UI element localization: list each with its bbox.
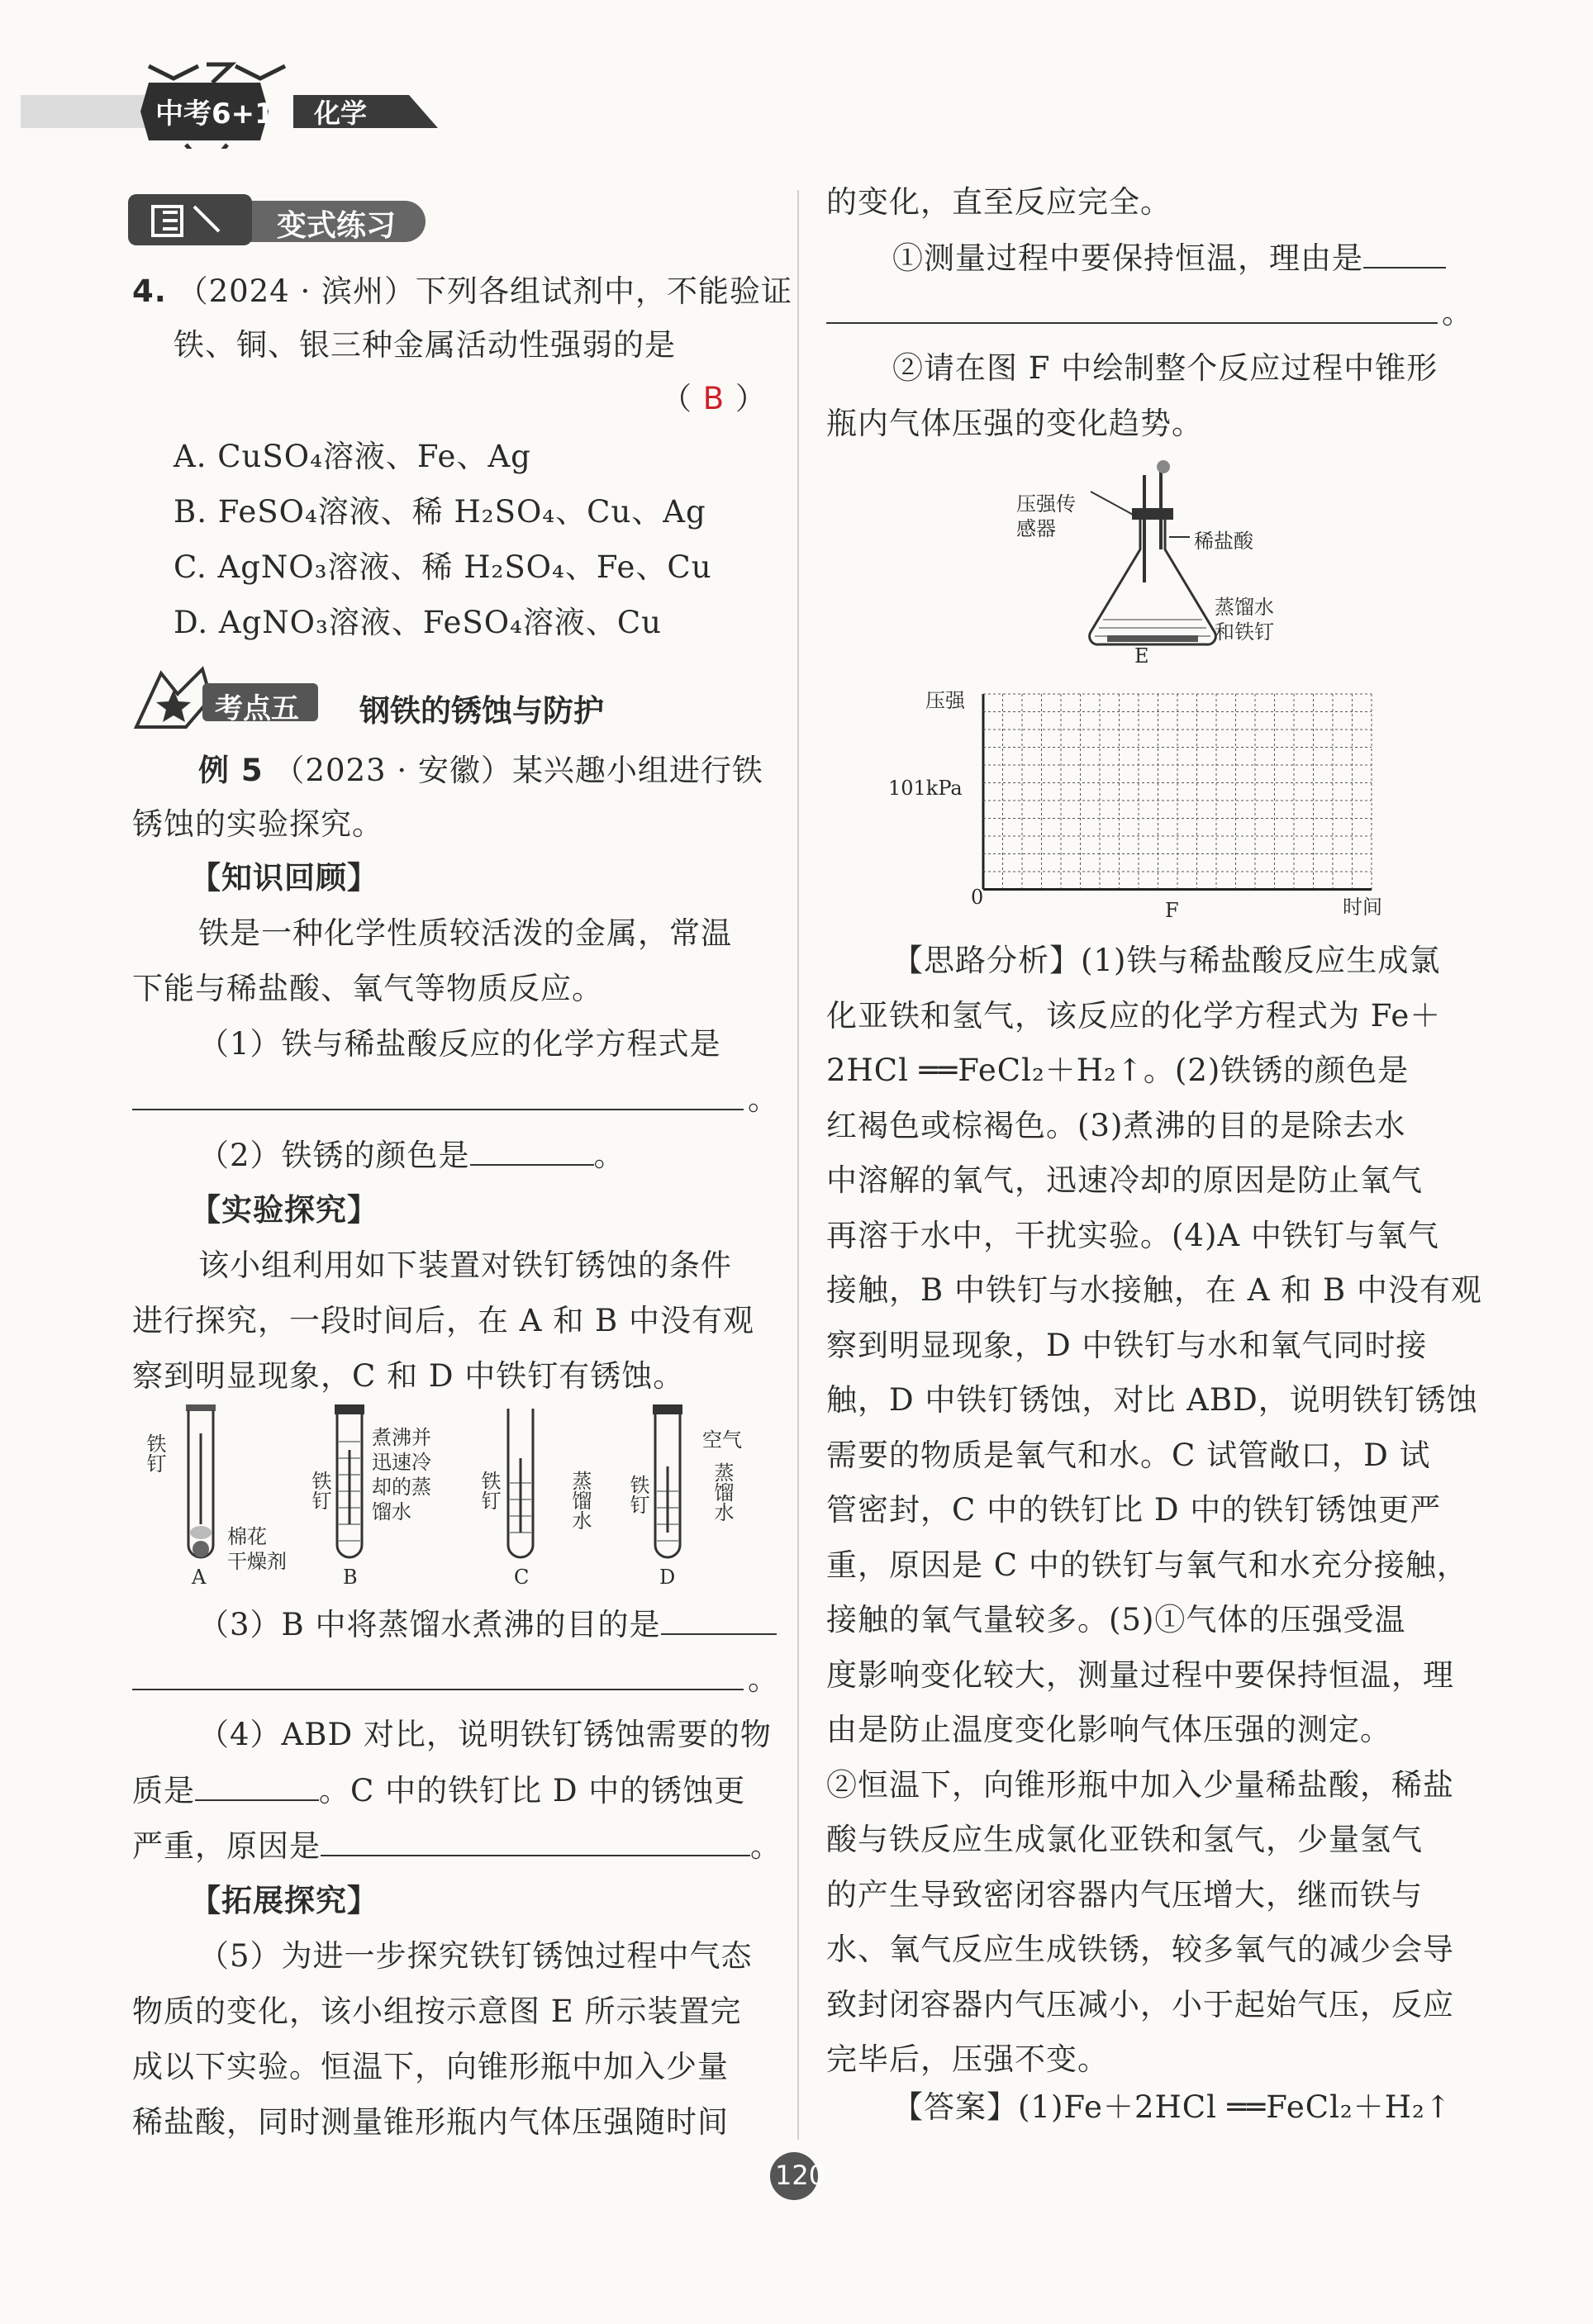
ex5-q2: （2）铁锈的颜色是 xyxy=(198,1138,470,1173)
tube-a xyxy=(186,1404,216,1557)
tube-a-label: A xyxy=(192,1566,207,1589)
flask-acid-label: 稀盐酸 xyxy=(1194,530,1253,553)
ex5-q3-blank2[interactable] xyxy=(132,1661,744,1690)
analysis-line: 化亚铁和氢气，该反应的化学方程式为 Fe＋ xyxy=(826,997,1442,1034)
right-r2-blank[interactable] xyxy=(1363,239,1446,269)
ex5-q2-line: （2）铁锈的颜色是 。 xyxy=(198,1138,625,1173)
graph-f xyxy=(876,677,1405,925)
tube-d-label: D xyxy=(659,1566,676,1589)
ex5-q1: （1）铁与稀盐酸反应的化学方程式是 xyxy=(198,1026,721,1062)
flask-figure xyxy=(1000,459,1347,669)
analysis-line: 察到明显现象，D 中铁钉与水和氧气同时接 xyxy=(826,1327,1428,1363)
tube-b-nail-label: 铁钉 xyxy=(308,1471,331,1510)
ex5-q4c: 。C 中的铁钉比 D 中的锈蚀更 xyxy=(319,1773,746,1808)
graph-grid[interactable] xyxy=(876,677,1405,925)
analysis-line: 接触，B 中铁钉与水接触，在 A 和 B 中没有观 xyxy=(826,1272,1482,1308)
analysis-line: 接触的氧气量较多。(5)①气体的压强受温 xyxy=(826,1602,1406,1637)
ex5-q5d: 稀盐酸，同时测量锥形瓶内气体压强随时间 xyxy=(132,2104,729,2140)
ex5-q1-blank[interactable] xyxy=(132,1081,744,1110)
right-r4: ②请在图 F 中绘制整个反应过程中锥形 xyxy=(892,350,1438,386)
kaodian-title: 钢铁的锈蚀与防护 xyxy=(359,693,604,729)
header-brand: 中考6+1 xyxy=(155,97,274,131)
section-title-banner xyxy=(128,194,434,245)
header xyxy=(21,50,450,149)
analysis-line: 再溶于水中，干扰实验。(4)A 中铁钉与氧气 xyxy=(826,1217,1439,1253)
ex5-q4a: （4）ABD 对比，说明铁钉锈蚀需要的物 xyxy=(198,1717,772,1752)
header-subject: 化学 xyxy=(314,97,368,129)
right-r2-line xyxy=(892,239,1446,278)
column-divider xyxy=(797,190,799,2140)
tube-d xyxy=(653,1404,682,1557)
kaodian-tag: 考点五 xyxy=(215,692,299,725)
tube-c-nail-label: 铁钉 xyxy=(478,1471,501,1510)
tube-b-label: B xyxy=(343,1566,358,1589)
analysis-line: 的产生导致密闭容器内气压增大，继而铁与 xyxy=(826,1876,1423,1913)
graph-origin: 0 xyxy=(971,886,984,909)
right-r1: 的变化，直至反应完全。 xyxy=(826,184,1172,220)
ex5-q4d: 严重，原因是 xyxy=(132,1828,321,1864)
ex5-label: 例 5 xyxy=(198,753,264,788)
ex5-line1 xyxy=(198,752,763,790)
ex5-q5b: 物质的变化，该小组按示意图 E 所示装置完 xyxy=(132,1994,742,2029)
analysis-line: 重，原因是 C 中的铁钉与氧气和水充分接触， xyxy=(826,1547,1468,1583)
tube-c xyxy=(508,1409,533,1557)
flask-sensor-label: 压强传感器 xyxy=(1016,492,1076,540)
q4-stem2: 铁、铜、银三种金属活动性强弱的是 xyxy=(174,327,676,363)
ex5-p1a: 铁是一种化学性质较活泼的金属，常温 xyxy=(198,915,732,951)
right-r5: 瓶内气体压强的变化趋势。 xyxy=(826,406,1203,441)
analysis-line: 【思路分析】(1)铁与稀盐酸反应生成氯 xyxy=(892,943,1441,978)
analysis-line: 触，D 中铁钉锈蚀，对比 ABD，说明铁钉锈蚀 xyxy=(826,1382,1478,1418)
tube-d-air-label: 空气 xyxy=(702,1428,742,1452)
right-r3-blank[interactable] xyxy=(826,294,1438,324)
analysis-line: 由是防止温度变化影响气体压强的测定。 xyxy=(826,1712,1391,1747)
ex5-q4b: 质是 xyxy=(132,1773,195,1808)
ex5-q5a: （5）为进一步探究铁钉锈蚀过程中气态 xyxy=(198,1938,753,1974)
tube-a-dry-label: 干燥剂 xyxy=(227,1550,287,1573)
tube-a-cotton-label: 棉花 xyxy=(227,1525,267,1548)
q4-answer-box: （ B ） xyxy=(661,381,767,416)
ex5-q3-blank[interactable] xyxy=(661,1605,777,1635)
analysis-line: 水、氧气反应生成铁锈，较多氧气的减少会导 xyxy=(826,1932,1454,1967)
q4-option-d: D. AgNO₃溶液、FeSO₄溶液、Cu xyxy=(174,605,663,640)
q4-number: 4. xyxy=(132,273,167,309)
test-tubes-figure xyxy=(132,1400,768,1590)
analysis-line: 致封闭容器内气压减小，小于起始气压，反应 xyxy=(826,1986,1454,2022)
right-r2: ①测量过程中要保持恒温，理由是 xyxy=(892,240,1363,276)
q4-option-b: B. FeSO₄溶液、稀 H₂SO₄、Cu、Ag xyxy=(174,494,706,530)
ex5-q1-period: 。 xyxy=(748,1081,779,1117)
ex5-q5c: 成以下实验。恒温下，向锥形瓶中加入少量 xyxy=(132,2049,729,2084)
analysis-line: 完毕后，压强不变。 xyxy=(826,2041,1109,2077)
ex5-p2b: 进行探究，一段时间后，在 A 和 B 中没有观 xyxy=(132,1303,754,1338)
ex5-h1: 【知识回顾】 xyxy=(190,860,378,896)
ex5-p1b: 下能与稀盐酸、氧气等物质反应。 xyxy=(132,971,603,1006)
graph-y-label: 压强 xyxy=(925,689,965,712)
page-number: 120 xyxy=(775,2160,826,2191)
analysis-line: 红褐色或棕褐色。(3)煮沸的目的是除去水 xyxy=(826,1107,1406,1143)
analysis-line: 管密封，C 中的铁钉比 D 中的铁钉锈蚀更严 xyxy=(826,1492,1442,1528)
q4-option-a: A. CuSO₄溶液、Fe、Ag xyxy=(174,439,531,474)
answer-line: 【答案】(1)Fe＋2HCl ══FeCl₂＋H₂↑ xyxy=(892,2089,1452,2125)
tube-b xyxy=(335,1404,364,1557)
tube-c-label: C xyxy=(514,1566,530,1589)
ex5-q3-period: 。 xyxy=(748,1661,779,1697)
section-title: 变式练习 xyxy=(277,209,397,243)
ex5-q4-line2 xyxy=(132,1771,745,1810)
q4-stem1: （2024 · 滨州）下列各组试剂中，不能验证 xyxy=(177,273,793,309)
q4-answer: B xyxy=(702,381,725,416)
tube-b-water-label: 煮沸并迅速冷却的蒸馏水 xyxy=(372,1426,431,1523)
ex5-h2: 【实验探究】 xyxy=(190,1192,378,1228)
tube-a-nail-label: 铁钉 xyxy=(143,1433,166,1473)
flask-drawing xyxy=(1000,459,1347,669)
q4-stem-line1 xyxy=(132,273,792,311)
ex5-p2c: 察到明显现象，C 和 D 中铁钉有锈蚀。 xyxy=(132,1358,685,1394)
flask-e-label: E xyxy=(1134,644,1149,668)
analysis-line: 2HCl ══FeCl₂＋H₂↑。(2)铁锈的颜色是 xyxy=(826,1053,1410,1088)
analysis-line: 度影响变化较大，测量过程中要保持恒温，理 xyxy=(826,1656,1454,1693)
ex5-p2a: 该小组利用如下装置对铁钉锈蚀的条件 xyxy=(198,1248,732,1283)
q4-option-c: C. AgNO₃溶液、稀 H₂SO₄、Fe、Cu xyxy=(174,549,712,585)
tube-c-water-label: 蒸馏水 xyxy=(568,1471,592,1530)
right-r3: 。 xyxy=(1442,295,1473,330)
ex5-q3-line xyxy=(198,1605,777,1644)
kaodian-banner xyxy=(128,665,665,731)
graph-f-label: F xyxy=(1165,899,1179,922)
ex5-h3: 【拓展探究】 xyxy=(190,1883,378,1918)
flask-water-label: 蒸馏水和铁钉 xyxy=(1215,596,1274,644)
analysis-line: 需要的物质是氧气和水。C 试管敞口，D 试 xyxy=(826,1437,1431,1473)
tube-d-water-label: 蒸馏水 xyxy=(711,1462,734,1522)
analysis-line: 酸与铁反应生成氯化亚铁和氢气，少量氢气 xyxy=(826,1822,1423,1857)
analysis-line: 中溶解的氧气，迅速冷却的原因是防止氧气 xyxy=(826,1162,1423,1198)
ex5-l2: 锈蚀的实验探究。 xyxy=(132,806,383,842)
analysis-line: ②恒温下，向锥形瓶中加入少量稀盐酸，稀盐 xyxy=(826,1766,1454,1803)
ex5-q4-blank2[interactable] xyxy=(321,1827,750,1856)
tube-d-nail-label: 铁钉 xyxy=(626,1475,649,1514)
ex5-q4-blank1[interactable] xyxy=(195,1771,319,1801)
graph-tick-101kpa: 101kPa xyxy=(888,777,963,800)
graph-x-label: 时间 xyxy=(1343,896,1382,919)
ex5-l1: （2023 · 安徽）某兴趣小组进行铁 xyxy=(273,753,763,788)
ex5-q3: （3）B 中将蒸馏水煮沸的目的是 xyxy=(198,1607,661,1642)
ex5-q2-blank[interactable] xyxy=(470,1136,594,1166)
ex5-q4-line3: 严重，原因是 。 xyxy=(132,1828,782,1864)
